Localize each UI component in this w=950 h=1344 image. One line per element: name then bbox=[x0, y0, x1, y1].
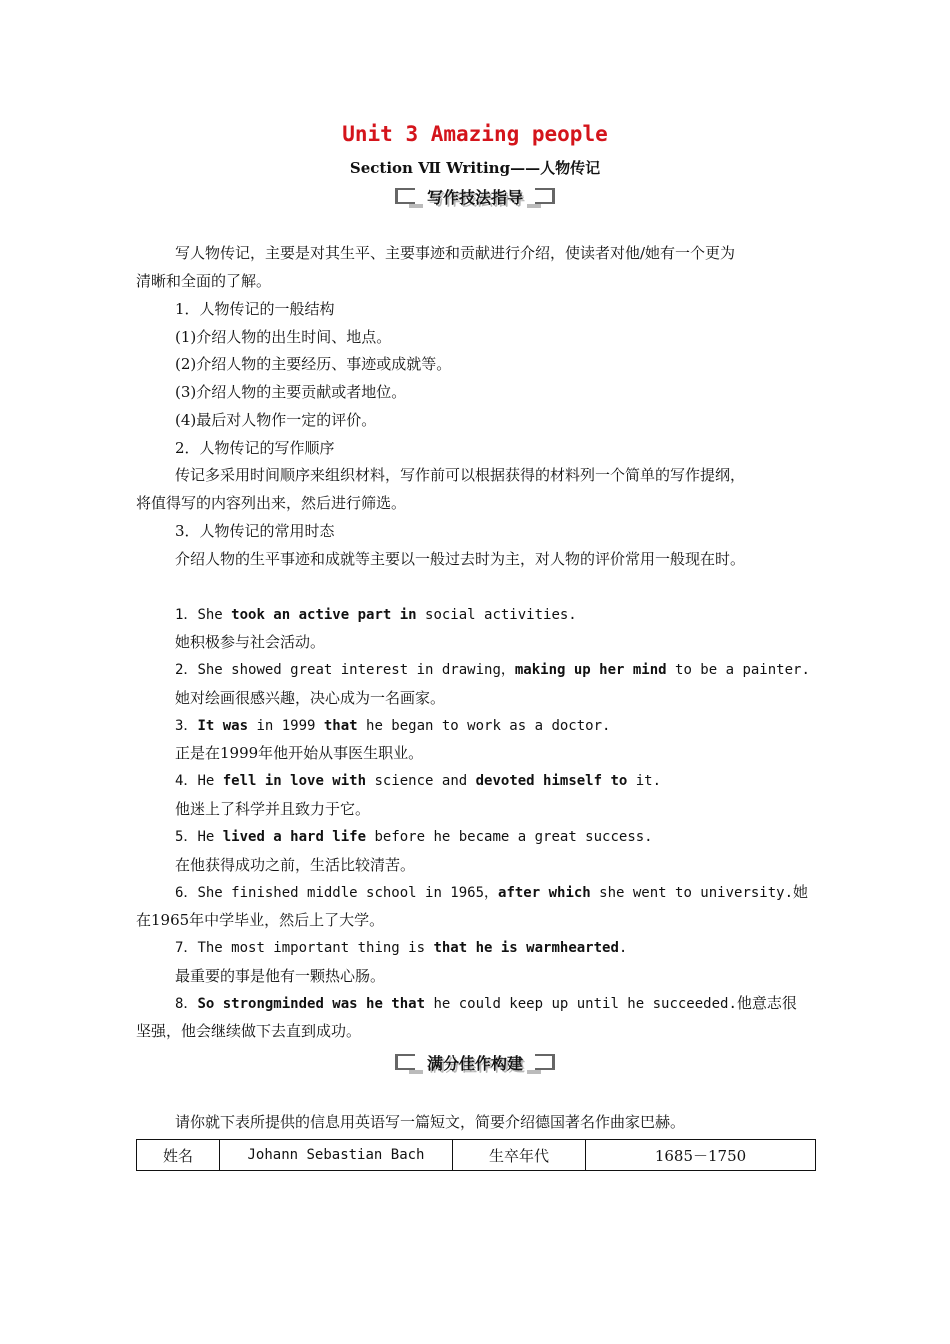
intro-line-1: 写人物传记，主要是对其生平、主要事迹和贡献进行介绍，使读者对他/她有一个更为 bbox=[175, 244, 736, 262]
intro-line-2: 清晰和全面的了解。 bbox=[136, 272, 272, 290]
sentence-2: 2．She showed great interest in drawing，making up her mind to be a painter. bbox=[175, 662, 810, 678]
key-phrase: making up her mind bbox=[514, 662, 667, 678]
banner-label: 写作技法指导 bbox=[423, 185, 527, 208]
structure-item-4: (4)最后对人物作一定的评价。 bbox=[175, 411, 377, 429]
sentence-2-translation: 她对绘画很感兴趣，决心成为一名画家。 bbox=[175, 689, 446, 707]
tense-line: 介绍人物的生平事迹和成就等主要以一般过去时为主，对人物的评价常用一般现在时。 bbox=[175, 550, 746, 568]
sentence-3-translation: 正是在1999年他开始从事医生职业。 bbox=[175, 744, 424, 762]
task-prompt: 请你就下表所提供的信息用英语写一篇短文，简要介绍德国著名作曲家巴赫。 bbox=[175, 1113, 686, 1131]
key-phrase: took an active part in bbox=[231, 607, 417, 623]
table-row bbox=[137, 1140, 816, 1171]
structure-item-2: (2)介绍人物的主要经历、事迹或成就等。 bbox=[175, 355, 452, 373]
banner-right-ornament bbox=[535, 1054, 555, 1070]
sentence-5-translation: 在他获得成功之前，生活比较清苦。 bbox=[175, 856, 416, 874]
banner-right-ornament bbox=[535, 188, 555, 204]
sentence-5: 5．He lived a hard life before he became a great success. bbox=[175, 829, 653, 845]
sentence-4-translation: 他迷上了科学并且致力于它。 bbox=[175, 800, 371, 818]
unit-title: Unit 3 Amazing people bbox=[342, 122, 608, 146]
key-phrase: So strongminded was he that bbox=[197, 996, 426, 1012]
sentence-7: 7．The most important thing is that he is warmhearted. bbox=[175, 940, 628, 956]
years-value-cell: 1685－1750 bbox=[586, 1140, 816, 1171]
years-label-cell: 生卒年代 bbox=[453, 1140, 586, 1171]
sentence-3: 3．It was in 1999 that he began to work as a doctor. bbox=[175, 718, 611, 734]
order-line-2: 将值得写的内容列出来，然后进行筛选。 bbox=[136, 494, 407, 512]
sentence-8: 8．So strongminded was he that he could keep up until he succeeded.他意志很 bbox=[175, 994, 797, 1012]
banner-left-ornament bbox=[395, 188, 415, 204]
model-banner bbox=[395, 1050, 555, 1074]
heading-order: 2．人物传记的写作顺序 bbox=[175, 439, 335, 457]
structure-item-1: (1)介绍人物的出生时间、地点。 bbox=[175, 328, 392, 346]
sentence-1: 1．She took an active part in social activities. bbox=[175, 607, 577, 623]
key-phrase: after which bbox=[498, 885, 591, 901]
banner-label: 满分佳作构建 bbox=[423, 1051, 527, 1074]
key-phrase: fell in love with bbox=[222, 773, 367, 789]
section-subtitle: Section Ⅶ Writing——人物传记 bbox=[349, 159, 601, 177]
key-phrase: that he is warmhearted bbox=[433, 940, 619, 956]
sentence-8-translation: 坚强，他会继续做下去直到成功。 bbox=[136, 1022, 362, 1040]
order-line-1: 传记多采用时间顺序来组织材料，写作前可以根据获得的材料列一个简单的写作提纲， bbox=[175, 466, 746, 484]
name-value-cell: Johann Sebastian Bach bbox=[220, 1140, 453, 1171]
key-phrase: It was bbox=[197, 718, 249, 734]
sentence-6: 6．She finished middle school in 1965，after which she went to university.她 bbox=[175, 883, 809, 901]
name-label-cell: 姓名 bbox=[137, 1140, 220, 1171]
banner-left-ornament bbox=[395, 1054, 415, 1070]
heading-structure: 1．人物传记的一般结构 bbox=[175, 300, 335, 318]
structure-item-3: (3)介绍人物的主要贡献或者地位。 bbox=[175, 383, 407, 401]
sentence-4: 4．He fell in love with science and devoted himself to it. bbox=[175, 773, 662, 789]
key-phrase: that bbox=[323, 718, 358, 734]
guide-banner bbox=[395, 184, 555, 208]
sentence-1-translation: 她积极参与社会活动。 bbox=[175, 633, 326, 651]
info-table bbox=[136, 1139, 816, 1171]
sentence-7-translation: 最重要的事是他有一颗热心肠。 bbox=[175, 967, 386, 985]
key-phrase: devoted himself to bbox=[475, 773, 628, 789]
heading-tense: 3．人物传记的常用时态 bbox=[175, 522, 335, 540]
key-phrase: lived a hard life bbox=[222, 829, 367, 845]
sentence-6-translation: 在1965年中学毕业，然后上了大学。 bbox=[136, 911, 385, 929]
